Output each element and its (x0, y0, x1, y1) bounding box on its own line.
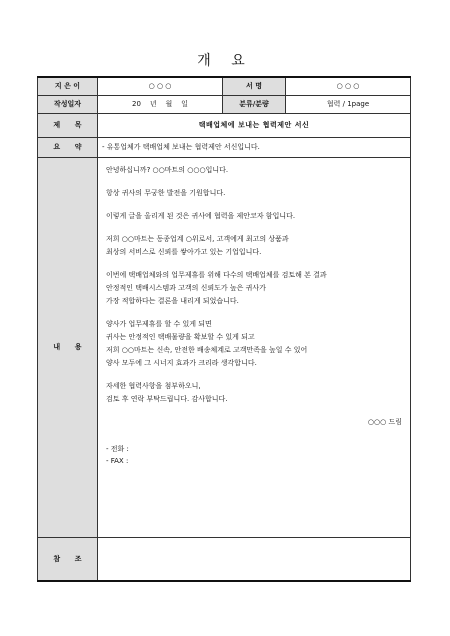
body-paragraph-2: 항상 귀사의 무궁한 발전을 기원합니다. (106, 188, 226, 197)
body-content-cell (98, 157, 411, 537)
contact-block (106, 443, 402, 467)
sign-label: 서 명 (223, 77, 286, 95)
overview-form (37, 76, 411, 582)
body-paragraph-1: 안녕하십니까? ○○마트의 ○○○입니다. (106, 165, 229, 174)
body-paragraph-7: 자세한 협력사항을 첨부하오니, 검토 후 연락 부탁드립니다. 감사합니다. (106, 381, 228, 403)
category-value: 협력 / 1page (286, 95, 411, 113)
reference-value (98, 537, 411, 581)
date-value: 20 년 월 일 (98, 95, 223, 113)
sign-value: ○ ○ ○ (286, 77, 411, 95)
body-paragraph-3: 이렇게 글을 올리게 된 것은 귀사에 협력을 제안코자 함입니다. (106, 211, 296, 220)
summary-row (38, 137, 411, 157)
subject-label: 제 목 (38, 113, 98, 137)
summary-label: 요 약 (38, 137, 98, 157)
body-content (102, 158, 406, 467)
author-row (38, 77, 411, 95)
body-label: 내 용 (38, 157, 98, 537)
summary-value: - 유통업체가 택배업체 보내는 협력제안 서신입니다. (98, 137, 411, 157)
phone-line: - 전화 : (106, 444, 129, 453)
reference-label: 참 조 (38, 537, 98, 581)
body-paragraph-5: 이번에 택배업체와의 업무제휴를 위해 다수의 택배업체를 검토해 본 결과 안정적인 택배시스템과 고객의 신뢰도가 높은 귀사가 가장 적합하다는 결론을 내리게 되었습니다. (106, 270, 327, 305)
author-value: ○ ○ ○ (98, 77, 223, 95)
subject-row (38, 113, 411, 137)
date-label: 작성일자 (38, 95, 98, 113)
page-title: 개 요 (197, 53, 253, 69)
fax-line: - FAX : (106, 456, 129, 465)
subject-value: 택배업체에 보내는 협력제안 서신 (98, 113, 411, 137)
body-row (38, 157, 411, 537)
author-label: 지 은 이 (38, 77, 98, 95)
category-label: 분류/분량 (223, 95, 286, 113)
signature: ○○○ 드림 (367, 417, 402, 426)
body-paragraph-4: 저희 ○○마트는 동종업계 ○위로서, 고객에게 최고의 상품과 최상의 서비스로 신뢰를 쌓아가고 있는 기업입니다. (106, 234, 289, 256)
date-row (38, 95, 411, 113)
reference-row (38, 537, 411, 581)
body-paragraph-6: 양사가 업무제휴를 할 수 있게 되면 귀사는 안정적인 택배물량을 확보할 수 있게 되고 저희 ○○마트는 신속, 안전한 배송체계로 고객만족을 높일 수 있어 양사 모두에 그 시너지 효과가 크리라 생각합니다. (106, 319, 308, 367)
